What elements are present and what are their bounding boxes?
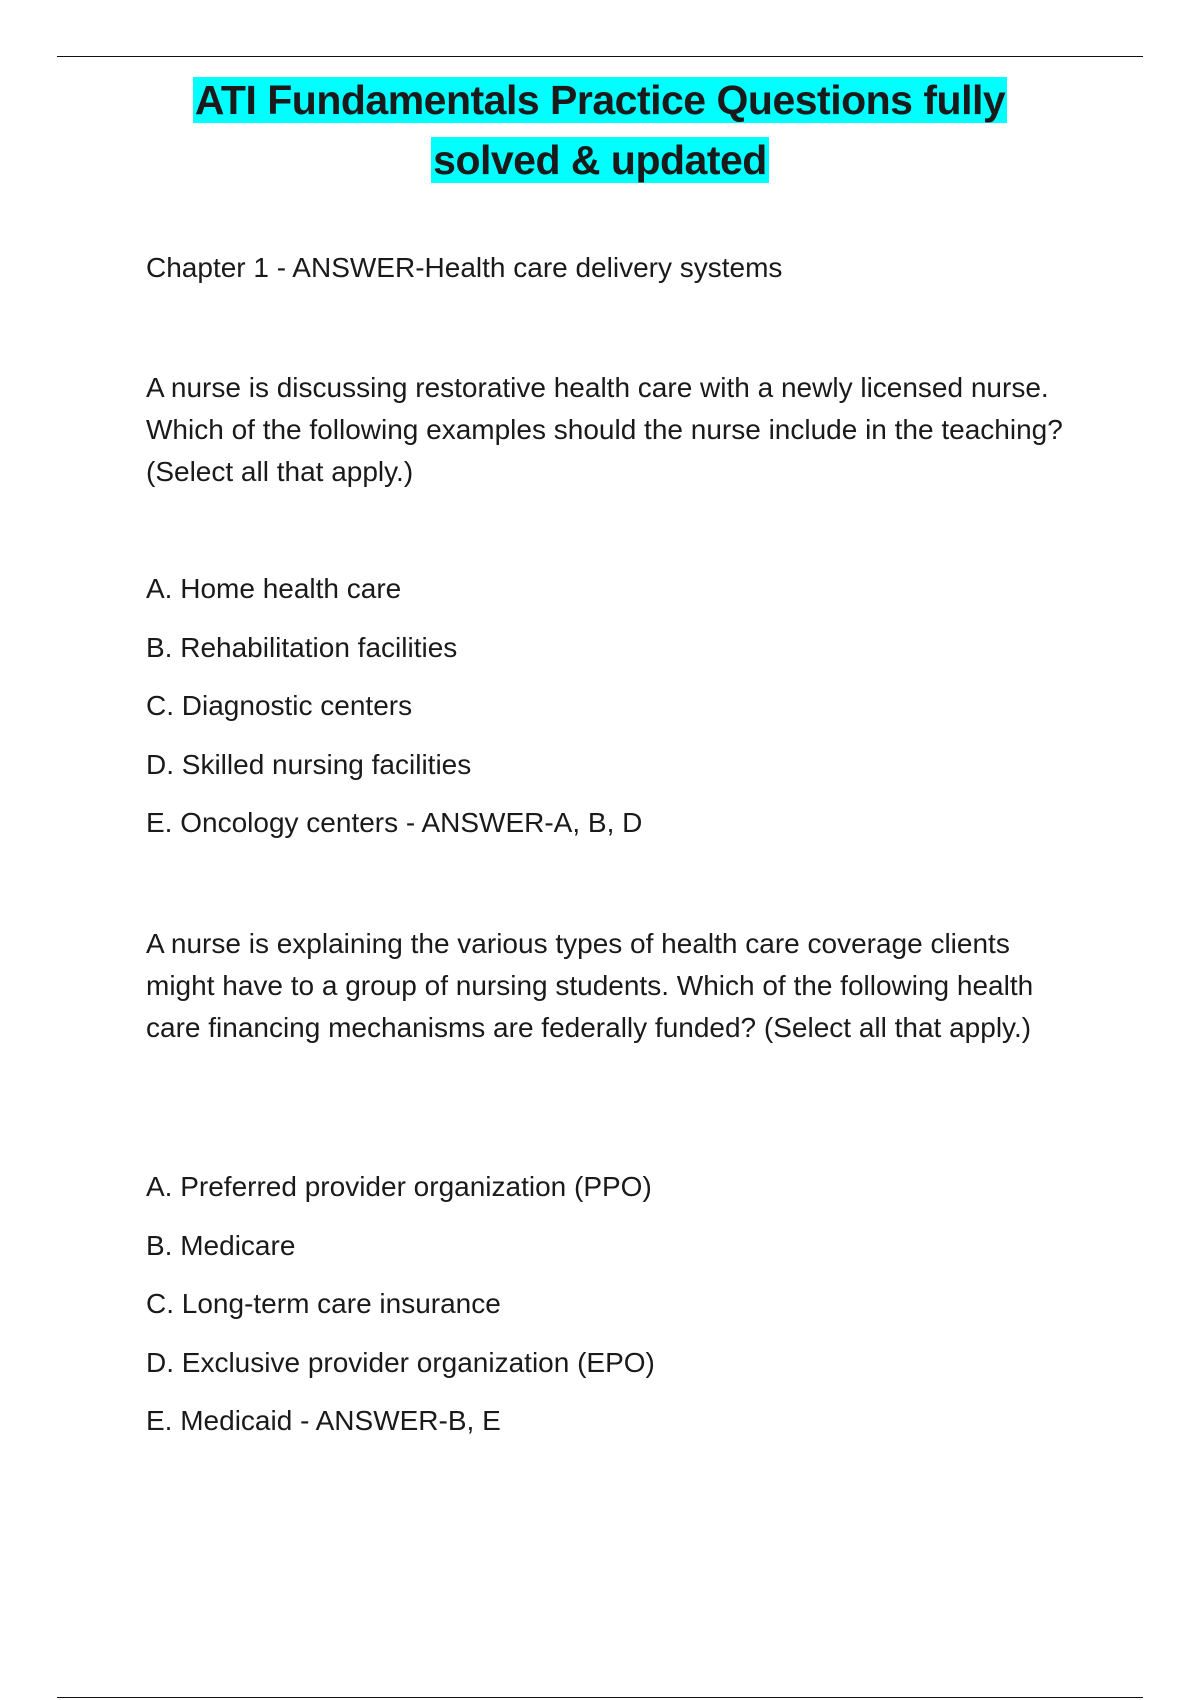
question-2-options — [146, 1158, 1066, 1451]
top-rule — [57, 56, 1143, 57]
chapter-heading-block — [146, 247, 1066, 289]
question-1-options — [146, 560, 1066, 853]
answer-option: B. Medicare — [146, 1229, 296, 1261]
chapter-heading: Chapter 1 - ANSWER-Health care delivery systems — [146, 252, 783, 283]
question-stem: A nurse is explaining the various types of health care coverage clients might have to a group of nursing students. Which of the following health care financing mechanisms are federally funded? (Select all that apply.) — [146, 928, 1034, 1043]
answer-option: A. Home health care — [146, 573, 402, 604]
bottom-rule — [57, 1697, 1143, 1698]
document-title — [57, 70, 1143, 190]
title-line-1: ATI Fundamentals Practice Questions fully — [194, 77, 1006, 123]
answer-option: A. Preferred provider organization (PPO) — [146, 1171, 652, 1202]
question-1-stem-block — [146, 367, 1066, 493]
answer-option: C. Diagnostic centers — [146, 690, 413, 721]
answer-option-with-answer: E. Oncology centers - ANSWER-A, B, D — [146, 807, 643, 838]
title-line-2: solved & updated — [433, 137, 767, 183]
answer-option-with-answer: E. Medicaid - ANSWER-B, E — [146, 1405, 501, 1436]
question-stem: A nurse is discussing restorative health care with a newly licensed nurse. Which of the following examples should the nurse include in the teaching? (Select all that apply.) — [146, 372, 1063, 487]
answer-option: C. Long-term care insurance — [146, 1288, 501, 1319]
answer-option: D. Skilled nursing facilities — [146, 748, 472, 780]
question-2-stem-block — [146, 923, 1066, 1049]
answer-option: D. Exclusive provider organization (EPO) — [146, 1346, 655, 1378]
answer-option: B. Rehabilitation facilities — [146, 631, 458, 663]
